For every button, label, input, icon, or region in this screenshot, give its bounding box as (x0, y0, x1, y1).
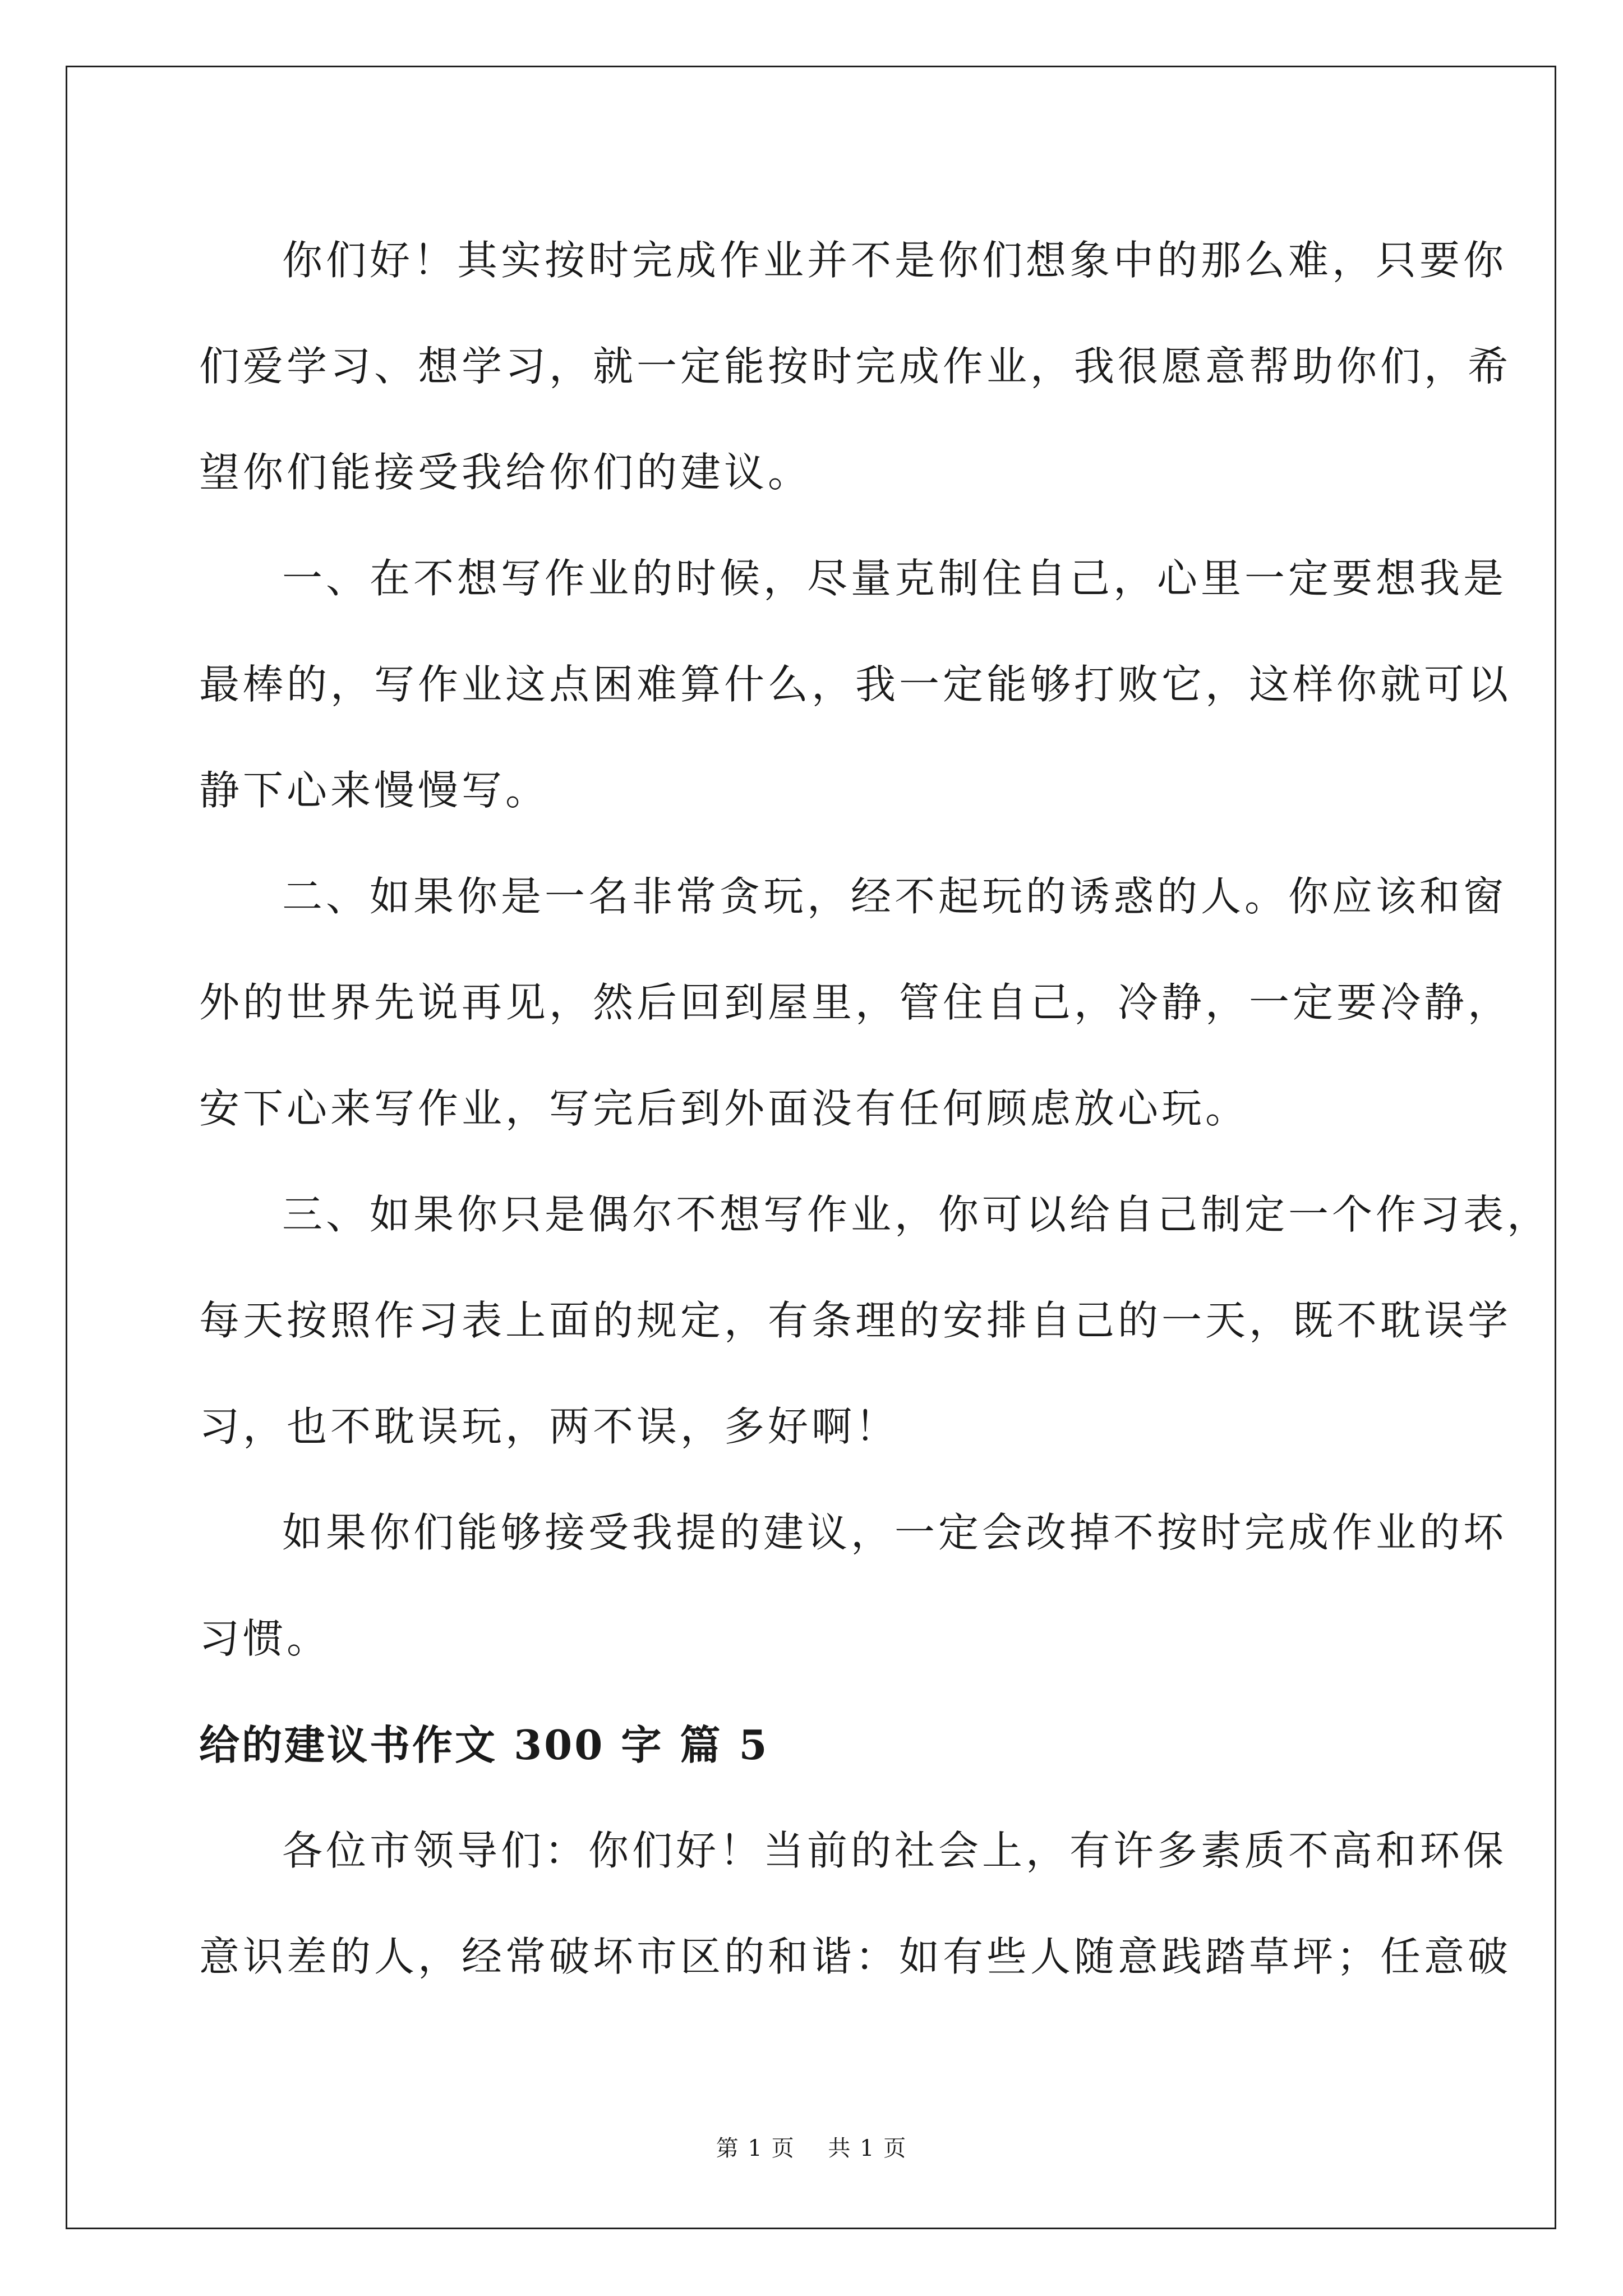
document-body (199, 208, 1551, 2010)
paragraph-3 (199, 844, 1512, 1162)
paragraph-2 (199, 526, 1512, 844)
text-line: 望你们能接受我给你们的建议。 (199, 449, 812, 496)
text-line: 你们好！其实按时完成作业并不是你们想象中的那么难，只要你 (282, 237, 1507, 284)
paragraph-4 (199, 1162, 1551, 1480)
text-line: 每天按照作习表上面的规定，有条理的安排自己的一天，既不耽误学 (199, 1297, 1512, 1344)
text-line: 习惯。 (199, 1615, 331, 1662)
paragraph-1 (199, 208, 1512, 526)
text-line: 一、在不想写作业的时候，尽量克制住自己，心里一定要想我是 (282, 555, 1507, 602)
text-line: 静下心来慢慢写。 (199, 767, 550, 814)
page-number-footer: 第 1 页 共 1 页 (716, 2136, 907, 2161)
section-heading: 给的建议书作文 300 字 篇 5 (199, 1721, 769, 1769)
text-line: 意识差的人，经常破坏市区的和谐：如有些人随意践踏草坪；任意破 (199, 1933, 1512, 1980)
text-line: 们爱学习、想学习，就一定能按时完成作业，我很愿意帮助你们，希 (199, 343, 1512, 390)
paragraph-5 (199, 1480, 1507, 1692)
closing-paragraph (199, 1798, 1512, 2010)
text-line: 如果你们能够接受我提的建议，一定会改掉不按时完成作业的坏 (282, 1509, 1507, 1556)
text-line: 外的世界先说再见，然后回到屋里，管住自己，冷静，一定要冷静， (199, 979, 1512, 1026)
text-line: 二、如果你是一名非常贪玩，经不起玩的诱惑的人。你应该和窗 (282, 873, 1507, 920)
text-line: 习，也不耽误玩，两不误，多好啊！ (199, 1403, 900, 1450)
text-line: 安下心来写作业，写完后到外面没有任何顾虑放心玩。 (199, 1085, 1249, 1132)
text-line: 最棒的，写作业这点困难算什么，我一定能够打败它，这样你就可以 (199, 661, 1512, 708)
text-line: 三、如果你只是偶尔不想写作业，你可以给自己制定一个作习表， (282, 1191, 1551, 1238)
text-line: 各位市领导们：你们好！当前的社会上，有许多素质不高和环保 (282, 1827, 1507, 1874)
